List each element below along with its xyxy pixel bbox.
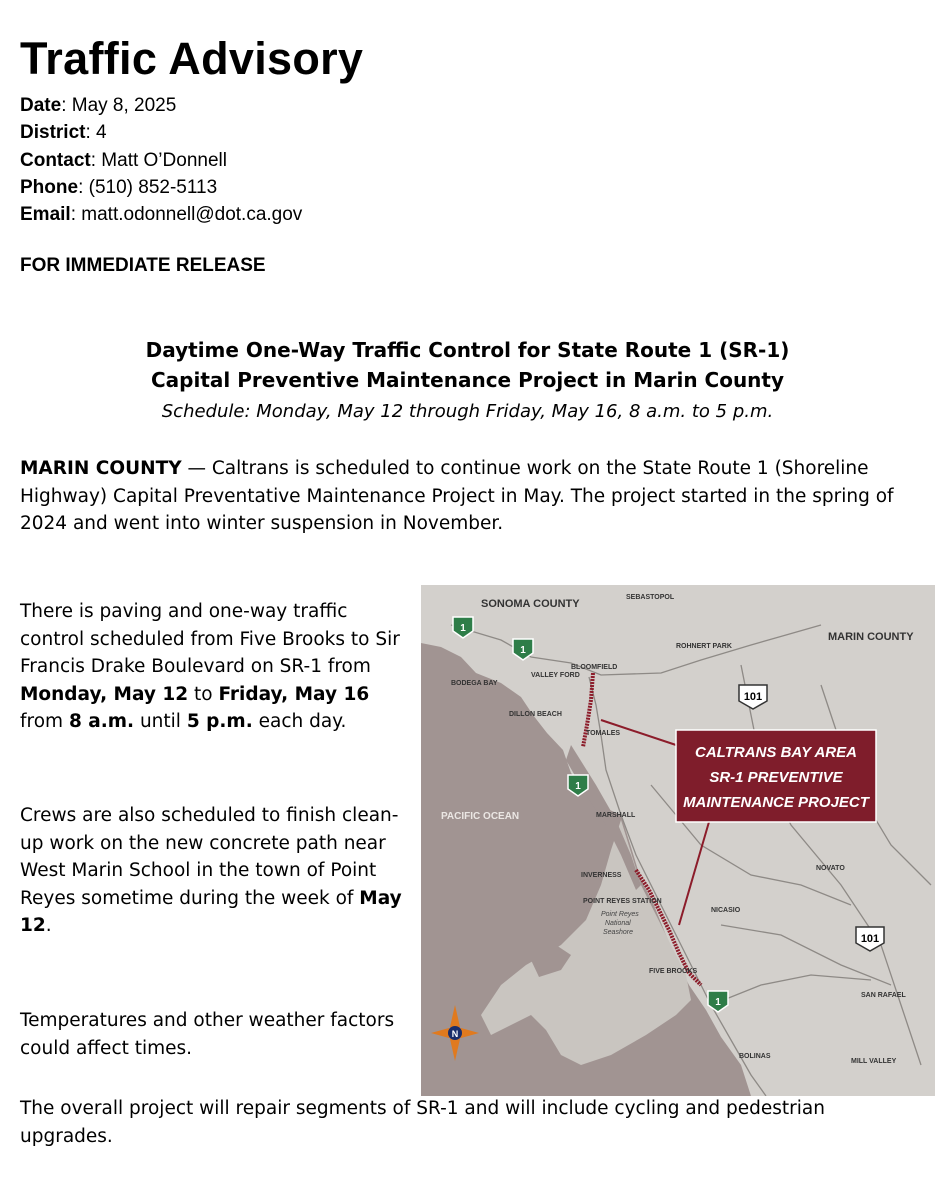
map-label-sonoma: SONOMA COUNTY xyxy=(481,598,580,610)
paving-paragraph: There is paving and one-way traffic control scheduled from Five Brooks to Sir Francis Drake Boulevard on SR-1 from Monday, May 12 to Friday, May 16 from 8 a.m. until 5 p.m. each day. xyxy=(20,601,400,732)
headline-line-2: Capital Preventive Maintenance Project in Marin County xyxy=(150,368,785,392)
map-label-nicasio: NICASIO xyxy=(711,907,741,914)
svg-text:101: 101 xyxy=(860,933,880,945)
map-label-dillon: DILLON BEACH xyxy=(509,711,562,718)
map-label-tomales: TOMALES xyxy=(586,730,621,737)
phone-value: (510) 852-5113 xyxy=(88,176,218,198)
project-map xyxy=(421,585,935,1096)
map-label-marin: MARIN COUNTY xyxy=(828,631,914,643)
headline-line-1: Daytime One-Way Traffic Control for State Route 1 (SR-1) xyxy=(145,338,790,362)
map-label-seashore: Seashore xyxy=(603,929,633,936)
svg-text:1: 1 xyxy=(460,623,466,634)
callout-line-2: SR-1 PREVENTIVE xyxy=(709,769,843,786)
map-label-fivebrooks: FIVE BROOKS xyxy=(649,968,698,975)
map-label-sanrafael: SAN RAFAEL xyxy=(861,992,906,999)
date-value: May 8, 2025 xyxy=(71,95,177,116)
date-line: Date: May 8, 2025 xyxy=(20,95,177,116)
phone-line: Phone: (510) 852-5113 xyxy=(20,176,218,198)
svg-text:101: 101 xyxy=(743,691,763,703)
svg-text:1: 1 xyxy=(715,997,721,1008)
contact-line: Contact: Matt O’Donnell xyxy=(20,149,227,171)
map-label-valleyford: VALLEY FORD xyxy=(531,672,580,679)
map-label-seashore: National xyxy=(605,920,631,927)
email-value[interactable]: matt.odonnell@dot.ca.gov xyxy=(81,204,303,226)
weather-paragraph: Temperatures and other weather factors could affect times. xyxy=(20,1010,395,1059)
district-line: District: 4 xyxy=(20,122,107,144)
map-label-bolinas: BOLINAS xyxy=(739,1053,771,1060)
overall-paragraph: The overall project will repair segments of SR-1 and will include cycling and pedestrian upgrades. xyxy=(20,1098,825,1147)
page-title: Traffic Advisory xyxy=(20,33,364,84)
schedule-line: Schedule: Monday, May 12 through Friday, May 16, 8 a.m. to 5 p.m. xyxy=(161,401,774,422)
intro-paragraph: MARIN COUNTY — Caltrans is scheduled to continue work on the State Route 1 (Shoreline Highway) Capital Preventative Maintenance Project in May. The project started in the spring of 2024 and went into winter suspension in November. xyxy=(20,458,894,534)
map-label-pacific: PACIFIC OCEAN xyxy=(441,811,520,822)
map-label-bodega: BODEGA BAY xyxy=(451,680,498,687)
map-label-inverness: INVERNESS xyxy=(581,872,622,879)
contact-value: Matt O’Donnell xyxy=(101,149,227,171)
svg-text:N: N xyxy=(451,1029,459,1039)
map-label-seashore: Point Reyes xyxy=(601,911,639,918)
callout-line-3: MAINTENANCE PROJECT xyxy=(683,794,869,811)
district-value: 4 xyxy=(96,122,107,144)
map-label-rohnert: ROHNERT PARK xyxy=(676,643,732,650)
release-notice: FOR IMMEDIATE RELEASE xyxy=(20,255,266,276)
svg-text:1: 1 xyxy=(575,781,581,792)
map-label-bloomfield: BLOOMFIELD xyxy=(571,664,618,671)
map-label-sebastopol: SEBASTOPOL xyxy=(626,594,675,601)
map-label-millvalley: MILL VALLEY xyxy=(851,1058,897,1065)
cleanup-paragraph: Crews are also scheduled to finish clean-up work on the new concrete path near West Marin School in the town of Point Reyes sometime during the week of May 12. xyxy=(20,805,402,936)
email-line: Email: matt.odonnell@dot.ca.gov xyxy=(20,204,303,226)
map-label-novato: NOVATO xyxy=(816,865,845,872)
contact-block xyxy=(20,92,302,228)
svg-text:1: 1 xyxy=(520,645,526,656)
callout-line-1: CALTRANS BAY AREA xyxy=(695,744,857,761)
map-label-marshall: MARSHALL xyxy=(596,812,636,819)
map-label-pointreyes: POINT REYES STATION xyxy=(583,898,662,905)
